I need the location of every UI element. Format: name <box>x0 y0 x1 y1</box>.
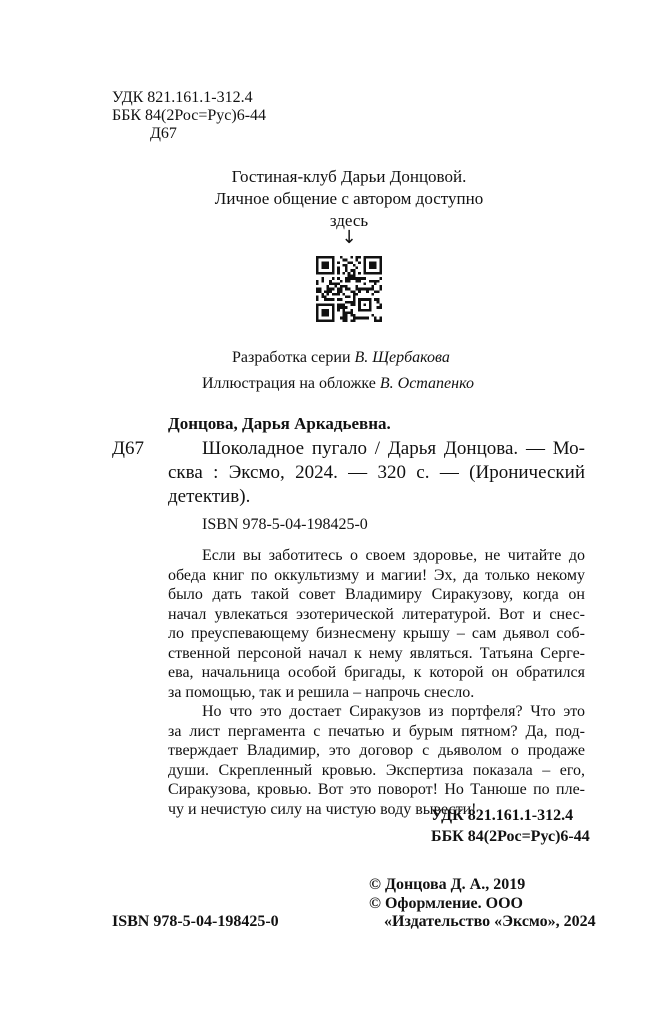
biblio-line-1: Шоколадное пугало / Дарья Донцова. — Мо- <box>202 438 585 459</box>
biblio-line-2: сква : Эксмо, 2024. — 320 с. — (Иронический <box>168 462 585 483</box>
copyright-design: © Оформление. ООО <box>369 895 523 912</box>
biblio-text <box>202 437 585 461</box>
cover-name: В. Остапенко <box>379 375 474 392</box>
bbk-top: ББК 84(2Рос=Рус)6-44 <box>112 107 267 124</box>
annotation-line: ло преуспевающему бизнесмену крышу – сам дьявол соб- <box>168 625 585 642</box>
cover-label: Иллюстрация на обложке <box>202 375 376 392</box>
annotation-line: Сиракузова, кровью. Вот это поворот! Но Танюше по пле- <box>168 781 585 798</box>
bbk-bottom: ББК 84(2Рос=Рус)6-44 <box>431 828 590 845</box>
udk-bottom: УДК 821.161.1-312.4 <box>431 807 574 824</box>
udk-top: УДК 821.161.1-312.4 <box>112 89 253 106</box>
biblio-text-cont <box>168 461 585 509</box>
annotation-line: ева, начальница особой бригады, к которой он обратился <box>168 664 585 681</box>
annotation-line: тверждает Владимир, это договор с дьяволом о продаже <box>168 742 585 759</box>
cover-credit <box>202 374 474 393</box>
annotation-paragraph-2 <box>168 702 585 819</box>
annotation-line: ственной персоной начал к нему являться. Татьяна Серге- <box>168 644 585 662</box>
club-line-1: Гостиная-клуб Дарьи Донцовой. <box>231 167 467 186</box>
qr-code-image[interactable] <box>316 256 382 322</box>
annotation-paragraph-1 <box>168 546 585 702</box>
biblio-line-3: детектив). <box>168 486 251 507</box>
annotation-line: чу и нечистую силу на чистую воду вывести! <box>168 800 477 818</box>
annotation <box>168 546 585 819</box>
annotation-line: за помощью, так и решила – напрочь снесло. <box>168 683 475 701</box>
footer-isbn: ISBN 978-5-04-198425-0 <box>112 913 279 930</box>
author-mark-top: Д67 <box>150 125 177 142</box>
copyright-author: © Донцова Д. А., 2019 <box>369 876 526 893</box>
annotation-line: за лист пергамента с печатью и бурым пятном? Да, под- <box>168 722 585 740</box>
annotation-line: обеда книг по оккультизму и магии! Эх, да только некому <box>168 566 585 584</box>
series-credit <box>232 348 450 367</box>
series-label: Разработка серии <box>232 349 351 366</box>
annotation-line: души. Скрепленный кровью. Экспертиза показала – его, <box>168 761 585 779</box>
annotation-line: Но что это достает Сиракузов из портфеля? Что это <box>202 703 585 720</box>
copyright-publisher: «Издательство «Эксмо», 2024 <box>384 913 596 930</box>
annotation-line: начал увлекаться эзотерической литературой. Вот и снес- <box>168 605 585 623</box>
club-line-2: Личное общение с автором доступно <box>214 189 484 208</box>
annotation-line: было дать такой совет Владимиру Сиракузову, когда он <box>168 586 585 603</box>
down-arrow-icon: ↓ <box>341 227 357 248</box>
biblio-author: Донцова, Дарья Аркадьевна. <box>168 414 391 433</box>
series-name: В. Щербакова <box>354 349 450 366</box>
club-line-3: здесь <box>329 211 369 230</box>
biblio-mark: Д67 <box>112 438 144 459</box>
annotation-line: Если вы заботитесь о своем здоровье, не читайте до <box>202 547 585 564</box>
biblio-isbn: ISBN 978-5-04-198425-0 <box>202 516 368 533</box>
